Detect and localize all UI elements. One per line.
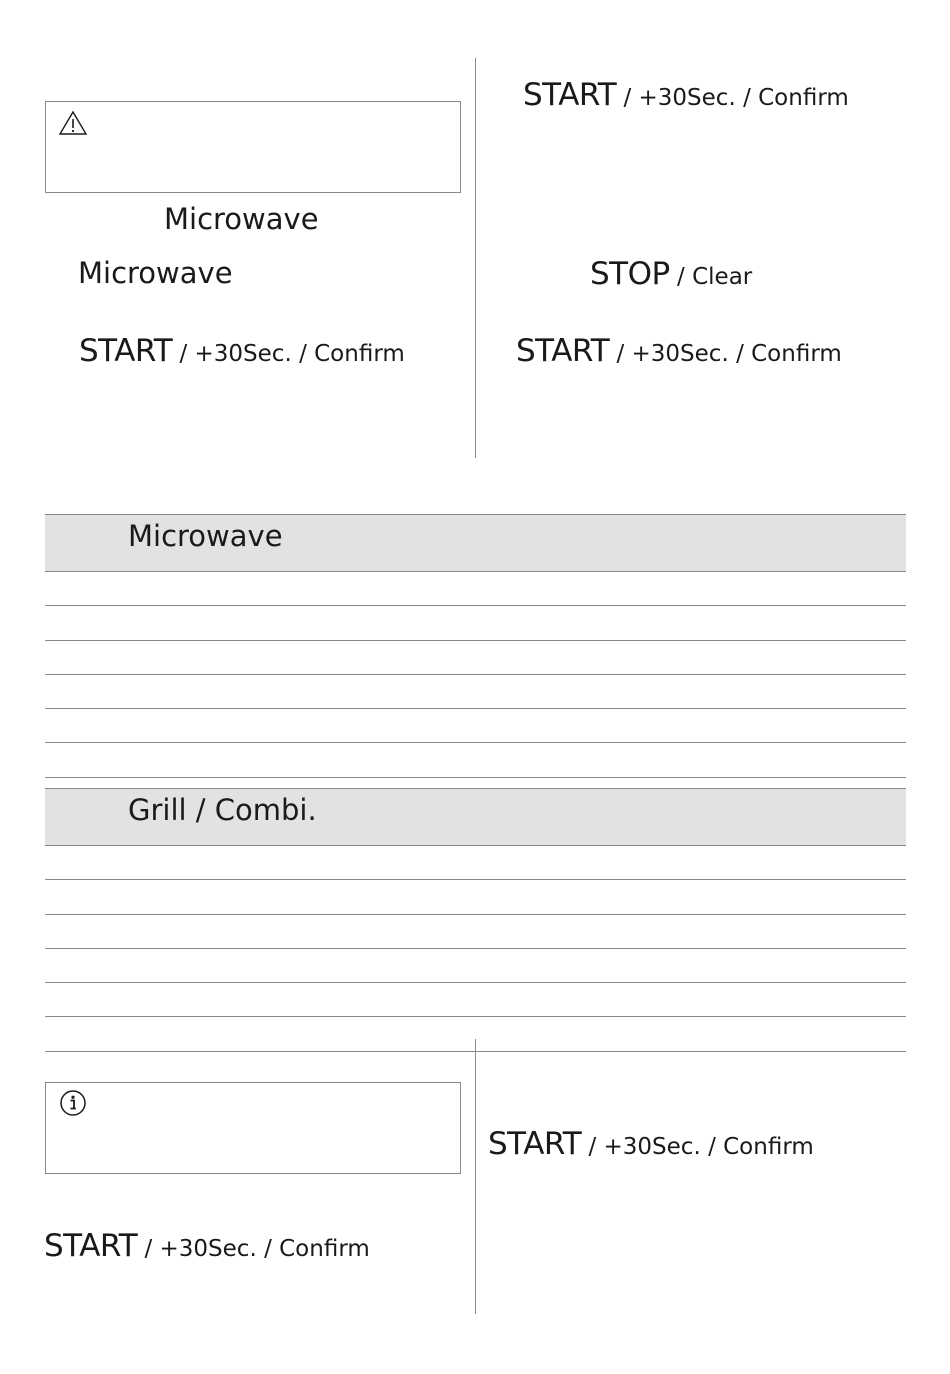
table-row	[45, 709, 906, 743]
microwave-table	[45, 514, 906, 778]
table-row	[45, 915, 906, 949]
microwave-table-title: Microwave	[128, 519, 283, 553]
table-row	[45, 846, 906, 880]
table-row	[45, 641, 906, 675]
start-label: START	[516, 333, 610, 369]
table-row	[45, 572, 906, 606]
start-confirm-button[interactable]	[44, 1228, 370, 1264]
start-confirm-button[interactable]	[488, 1126, 814, 1162]
column-divider-top	[475, 58, 476, 458]
start-label: START	[488, 1126, 582, 1162]
microwave-heading-centered: Microwave	[164, 202, 319, 236]
start-sub-label: / +30Sec. / Confirm	[609, 341, 842, 367]
table-row	[45, 949, 906, 983]
start-confirm-button[interactable]	[523, 77, 849, 113]
table-row	[45, 880, 906, 914]
warning-box	[45, 101, 461, 193]
table-row	[45, 743, 906, 777]
microwave-table-header	[45, 514, 906, 572]
start-label: START	[523, 77, 617, 113]
grill-combi-table-title: Grill / Combi.	[128, 793, 317, 827]
stop-label: STOP	[590, 256, 670, 292]
info-box	[45, 1082, 461, 1174]
microwave-heading: Microwave	[78, 256, 233, 290]
start-confirm-button[interactable]	[516, 333, 842, 369]
start-sub-label: / +30Sec. / Confirm	[137, 1236, 370, 1262]
grill-combi-table	[45, 788, 906, 1052]
start-sub-label: / +30Sec. / Confirm	[581, 1134, 814, 1160]
grill-combi-table-header	[45, 788, 906, 846]
table-row	[45, 983, 906, 1017]
start-confirm-button[interactable]	[79, 333, 405, 369]
stop-clear-button[interactable]	[590, 256, 753, 292]
start-sub-label: / +30Sec. / Confirm	[616, 85, 849, 111]
start-label: START	[44, 1228, 138, 1264]
stop-sub-label: / Clear	[669, 264, 753, 290]
table-row	[45, 606, 906, 640]
start-label: START	[79, 333, 173, 369]
column-divider-bottom	[475, 1039, 476, 1314]
start-sub-label: / +30Sec. / Confirm	[172, 341, 405, 367]
warning-icon	[58, 110, 88, 136]
info-icon	[59, 1089, 87, 1117]
table-row	[45, 675, 906, 709]
